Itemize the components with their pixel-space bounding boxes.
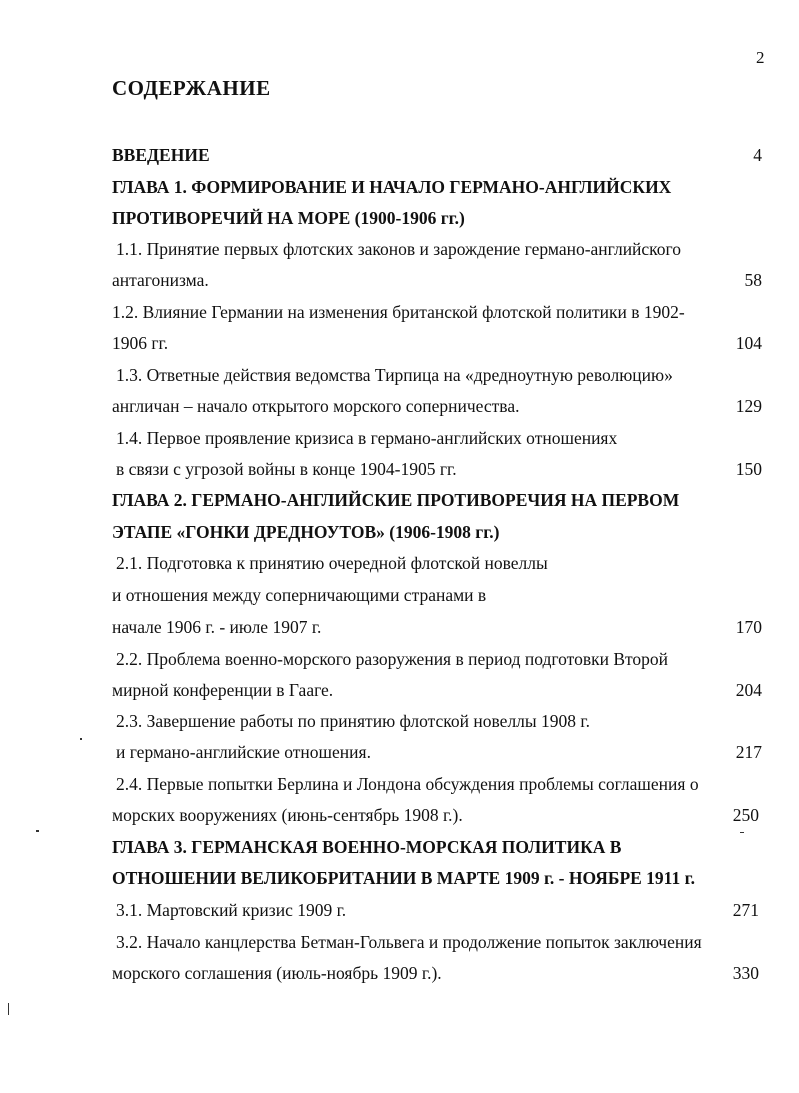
toc-section-2-1-line3: начале 1906 г. - июле 1907 г.	[112, 617, 322, 637]
toc-section-1-1-line2: антагонизма.	[112, 270, 209, 290]
toc-section-1-4-line1: 1.4. Первое проявление кризиса в германо-английских отношениях	[116, 428, 618, 448]
toc-section-1-2-page: 104	[735, 333, 762, 353]
page-title: СОДЕРЖАНИЕ	[112, 76, 271, 100]
toc-section-3-2-page: 330	[732, 963, 759, 983]
toc-heading-intro: ВВЕДЕНИЕ	[112, 145, 210, 165]
toc-section-1-1-page: 58	[744, 270, 762, 290]
page-number: 2	[756, 48, 765, 67]
toc-section-3-2-line1: 3.2. Начало канцлерства Бетман-Гольвега и продолжение попыток заключения	[116, 932, 702, 952]
scan-speck	[36, 830, 39, 832]
toc-section-1-4-line2: в связи с угрозой войны в конце 1904-1905 гг.	[116, 459, 457, 479]
scan-speck	[80, 738, 82, 740]
toc-chapter-2-line2: ЭТАПЕ «ГОНКИ ДРЕДНОУТОВ» (1906-1908 гг.)	[112, 522, 500, 542]
toc-section-1-2-line1: 1.2. Влияние Германии на изменения британской флотской политики в 1902-	[112, 302, 685, 322]
toc-section-2-3-page: 217	[735, 742, 762, 762]
toc-section-2-2-line1: 2.2. Проблема военно-морского разоружения в период подготовки Второй	[116, 649, 669, 669]
toc-section-2-3-line1: 2.3. Завершение работы по принятию флотской новеллы 1908 г.	[116, 711, 591, 731]
toc-chapter-3-line1: ГЛАВА 3. ГЕРМАНСКАЯ ВОЕННО-МОРСКАЯ ПОЛИТИКА В	[112, 837, 622, 857]
toc-section-2-1-page: 170	[735, 617, 762, 637]
toc-section-2-4-line1: 2.4. Первые попытки Берлина и Лондона обсуждения проблемы соглашения о	[116, 774, 699, 794]
toc-section-1-2-line2: 1906 гг.	[112, 333, 169, 353]
toc-page-intro: 4	[753, 145, 762, 165]
toc-section-2-3-line2: и германо-английские отношения.	[116, 742, 371, 762]
toc-section-2-2-page: 204	[735, 680, 762, 700]
toc-section-1-3-line1: 1.3. Ответные действия ведомства Тирпица на «дредноутную революцию»	[116, 365, 673, 385]
toc-section-3-1-page: 271	[732, 900, 759, 920]
toc-section-2-4-page: 250	[732, 805, 759, 825]
toc-section-1-3-page: 129	[735, 396, 762, 416]
toc-section-1-3-line2: англичан – начало открытого морского соперничества.	[112, 396, 520, 416]
scan-speck	[8, 1003, 9, 1015]
toc-chapter-1-line2: ПРОТИВОРЕЧИЙ НА МОРЕ (1900-1906 гг.)	[112, 208, 465, 228]
toc-section-3-2-line2: морского соглашения (июль-ноябрь 1909 г.).	[112, 963, 442, 983]
toc-section-2-1-line2: и отношения между соперничающими странами в	[112, 585, 487, 605]
toc-section-1-1-line1: 1.1. Принятие первых флотских законов и зарождение германо-английского	[116, 239, 682, 259]
toc-chapter-1-line1: ГЛАВА 1. ФОРМИРОВАНИЕ И НАЧАЛО ГЕРМАНО-АНГЛИЙСКИХ	[112, 177, 672, 197]
toc-section-3-1-line1: 3.1. Мартовский кризис 1909 г.	[116, 900, 347, 920]
toc-section-1-4-page: 150	[735, 459, 762, 479]
toc-section-2-2-line2: мирной конференции в Гааге.	[112, 680, 334, 700]
scan-speck	[740, 832, 744, 833]
toc-section-2-1-line1: 2.1. Подготовка к принятию очередной флотской новеллы	[116, 553, 548, 573]
toc-chapter-3-line2: ОТНОШЕНИИ ВЕЛИКОБРИТАНИИ В МАРТЕ 1909 г. - НОЯБРЕ 1911 г.	[112, 868, 695, 888]
toc-section-2-4-line2: морских вооружениях (июнь-сентябрь 1908 г.).	[112, 805, 463, 825]
toc-chapter-2-line1: ГЛАВА 2. ГЕРМАНО-АНГЛИЙСКИЕ ПРОТИВОРЕЧИЯ НА ПЕРВОМ	[112, 490, 680, 510]
